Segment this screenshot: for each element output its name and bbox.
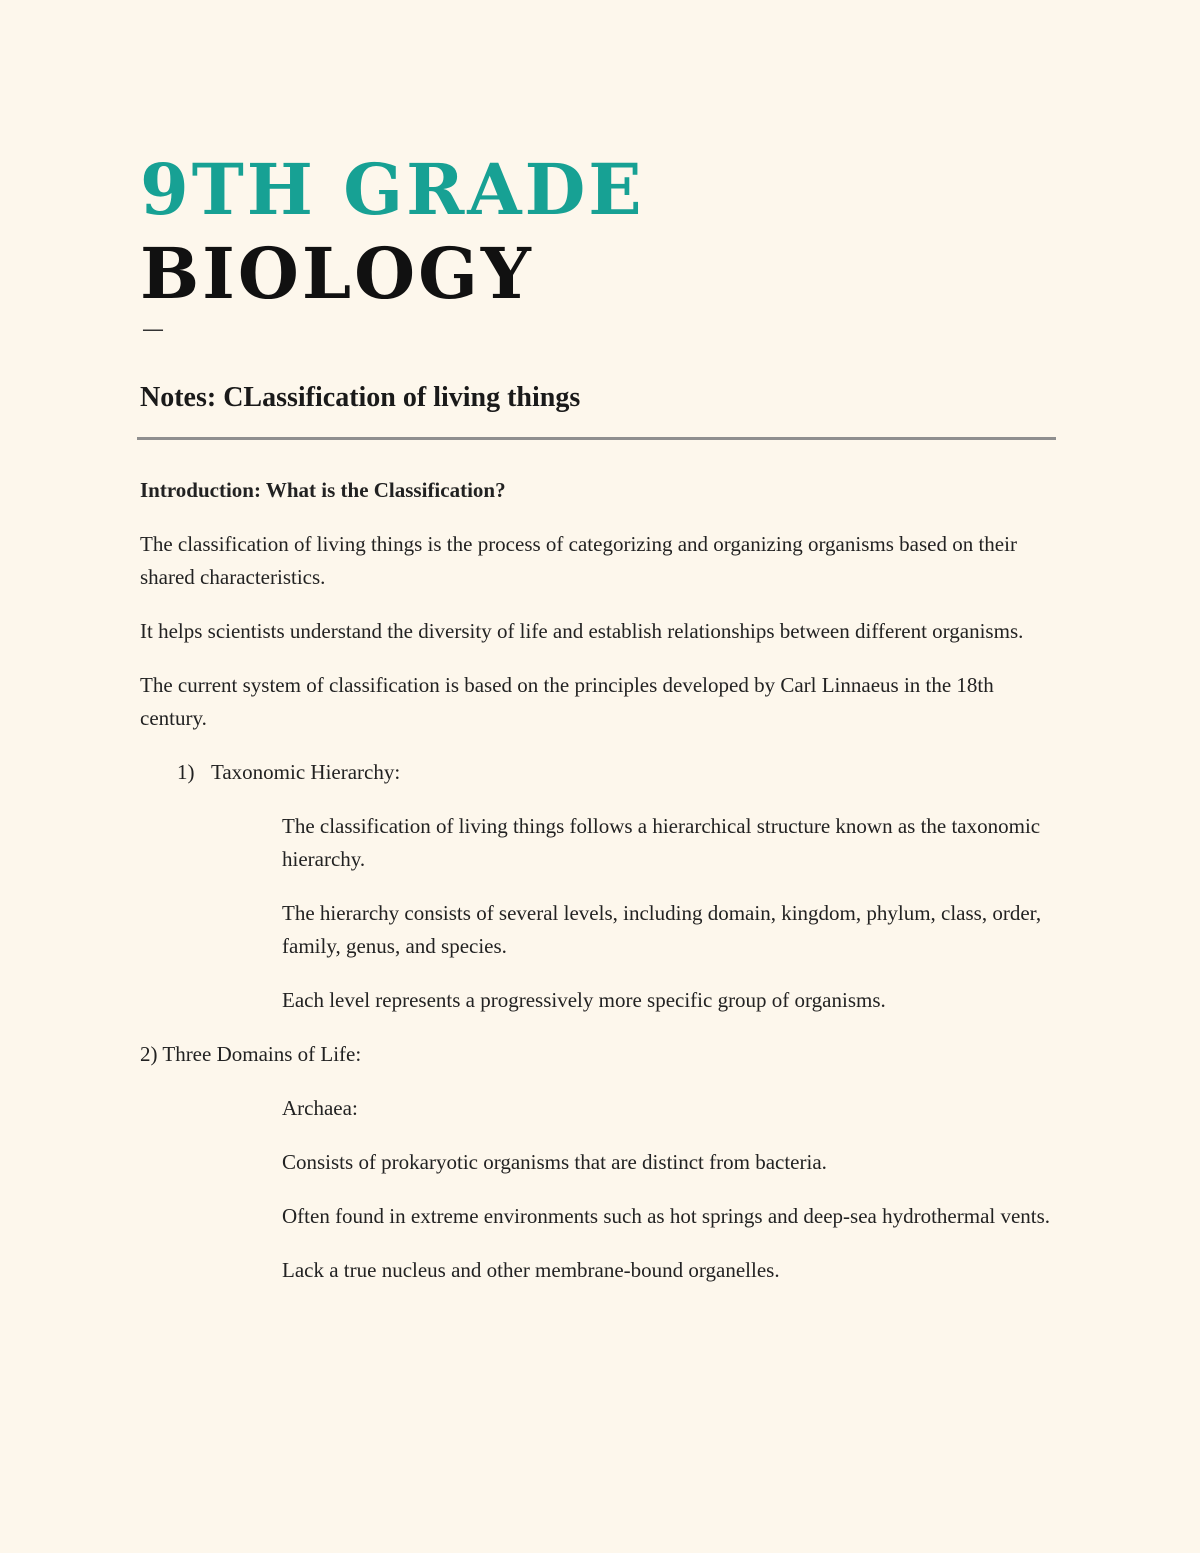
horizontal-divider [137,437,1056,440]
section-1-item: The classification of living things follows a hierarchical structure known as the taxonomic hierarchy. [282,814,1041,871]
title-grade: 9TH GRADE [140,148,645,231]
notes-body [140,474,1058,1308]
notes-subtitle: Notes: CLassification of living things [140,382,581,413]
section-2-item: Often found in extreme environments such as hot springs and deep-sea hydrothermal vents. [282,1204,1051,1228]
section-2-item: Lack a true nucleus and other membrane-bound organelles. [282,1258,780,1282]
intro-paragraph: The current system of classification is based on the principles developed by Carl Linnaeus in the 18th century. [140,673,994,730]
title-subject: BIOLOGY [140,232,534,315]
section-1-number: 1) [177,760,195,784]
section-1-item: Each level represents a progressively more specific group of organisms. [282,988,886,1012]
section-2-item: Consists of prokaryotic organisms that are distinct from bacteria. [282,1150,827,1174]
section-1-heading [140,756,1058,789]
section-1-title: Taxonomic Hierarchy: [211,760,401,784]
section-2-item: Archaea: [282,1096,358,1120]
intro-heading: Introduction: What is the Classification? [140,478,506,502]
intro-paragraph: The classification of living things is the process of categorizing and organizing organisms based on their shared characteristics. [140,532,1017,589]
intro-paragraph: It helps scientists understand the diversity of life and establish relationships between different organisms. [140,619,1024,643]
section-2-heading: 2) Three Domains of Life: [140,1042,362,1066]
section-1-item: The hierarchy consists of several levels, including domain, kingdom, phylum, class, order, family, genus, and species. [282,901,1042,958]
title-dash: — [142,317,164,342]
